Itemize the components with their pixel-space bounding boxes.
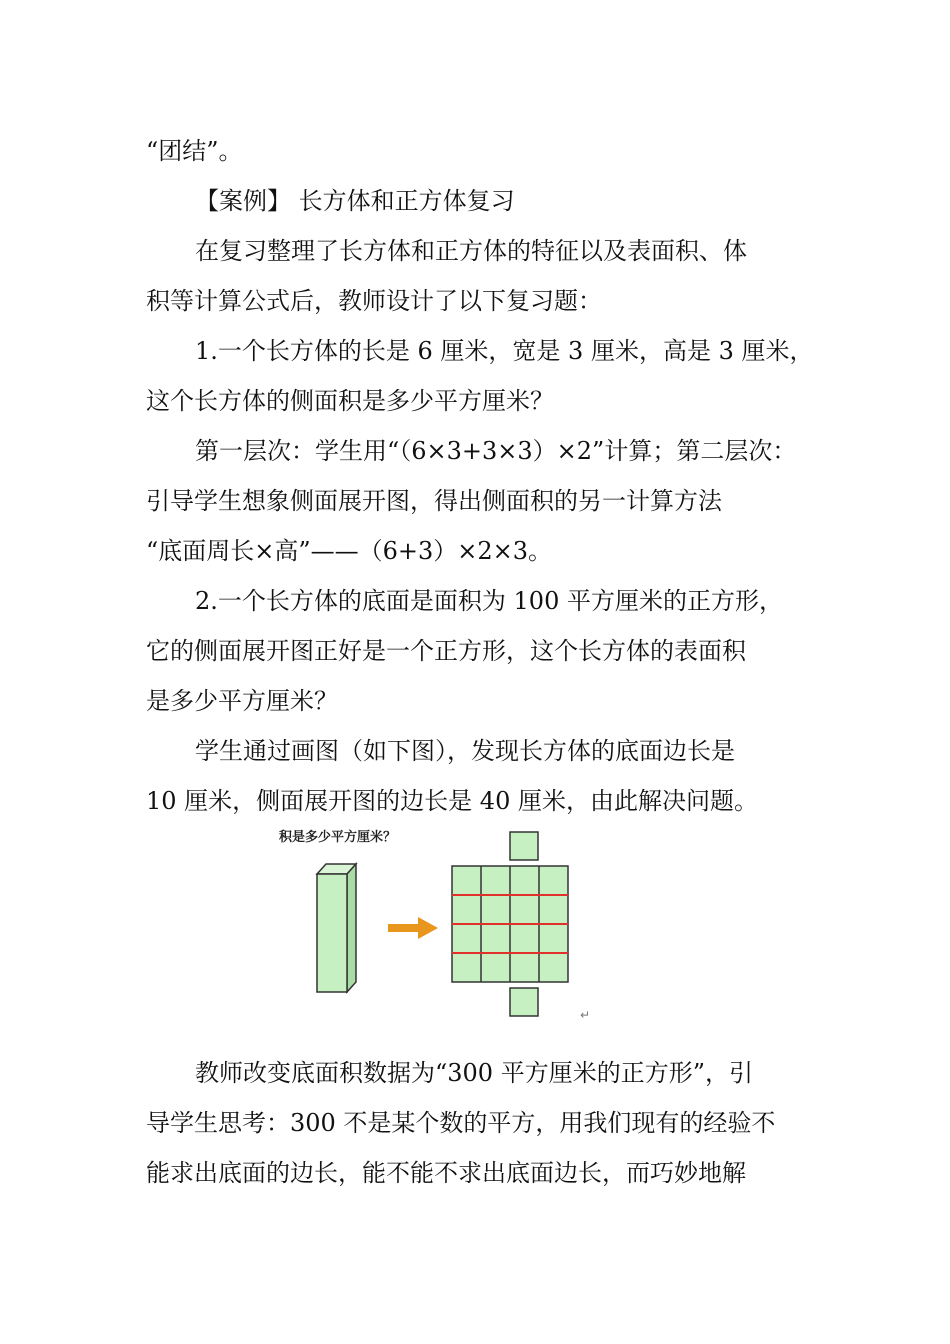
figure-cuboid-net <box>262 822 602 1024</box>
cuboid-shape <box>317 864 356 992</box>
level-line-3: “底面周长×高”——（6+3）×2×3。 <box>146 537 553 565</box>
figure-title: 积是多少平方厘米？ <box>279 830 397 845</box>
figure-svg <box>262 822 602 1024</box>
question-2-line-1: 2.一个长方体的底面是面积为 100 平方厘米的正方形， <box>195 587 783 615</box>
text-line-1: “团结”。 <box>146 137 243 165</box>
question-1-line-1: 1.一个长方体的长是 6 厘米，宽是 3 厘米，高是 3 厘米， <box>195 337 814 365</box>
text-line-3: 在复习整理了长方体和正方体的特征以及表面积、体 <box>195 237 747 265</box>
question-2-line-2: 它的侧面展开图正好是一个正方形，这个长方体的表面积 <box>146 637 746 665</box>
student-line-1: 学生通过画图（如下图），发现长方体的底面边长是 <box>195 737 735 765</box>
level-line-1: 第一层次：学生用“（6×3+3×3）×2”计算；第二层次： <box>195 437 797 465</box>
question-1-line-2: 这个长方体的侧面积是多少平方厘米？ <box>146 387 554 415</box>
arrow-right-icon <box>388 917 438 939</box>
student-line-2: 10 厘米，侧面展开图的边长是 40 厘米，由此解决问题。 <box>146 787 758 815</box>
net-side-grid <box>452 866 568 982</box>
question-2-line-3: 是多少平方厘米？ <box>146 687 338 715</box>
return-mark: ↵ <box>580 1008 591 1022</box>
net-bottom-square <box>510 988 538 1016</box>
teacher-line-2: 导学生思考：300 不是某个数的平方，用我们现有的经验不 <box>146 1109 776 1137</box>
level-line-2: 引导学生想象侧面展开图，得出侧面积的另一计算方法 <box>146 487 722 515</box>
teacher-line-3: 能求出底面的边长，能不能不求出底面边长，而巧妙地解 <box>146 1159 746 1187</box>
case-heading: 【案例】 长方体和正方体复习 <box>195 187 515 215</box>
text-line-4: 积等计算公式后，教师设计了以下复习题： <box>146 287 602 315</box>
teacher-line-1: 教师改变底面积数据为“300 平方厘米的正方形”，引 <box>195 1059 753 1087</box>
net-top-square <box>510 832 538 860</box>
